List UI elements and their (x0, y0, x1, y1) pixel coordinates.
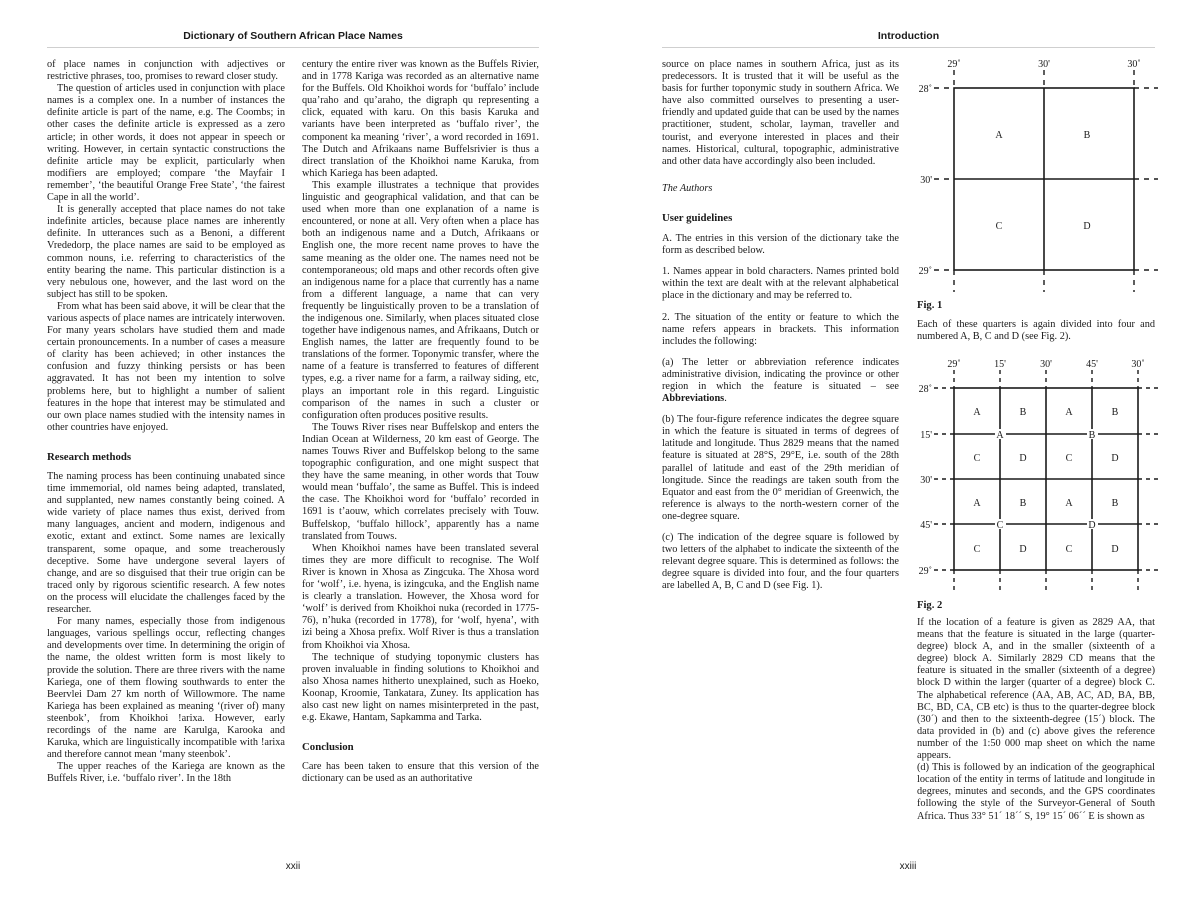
paragraph-punct: . (724, 393, 727, 405)
fig2-quarter-label: C (996, 520, 1004, 531)
fig2-left-label: 29˚ (918, 566, 932, 577)
paragraph: (c) The indication of the degree square is followed by two letters of the alphabet to indicate the sixteenth of the relevant degree square. This is determined as follows: the degree square is divided into four, and the four quarters are labelled A, B, C and D (see Fig. 1). (662, 532, 899, 592)
fig2-cell-label: B (1111, 498, 1119, 509)
paragraph: The question of articles used in conjunction with place names is a complex one. In a number of instances the definite article is part of the name, e.g. The Coombs; in other cases the definite article is expressed as a zero article; in other words, it does not appear in speech or writing. However, in certain syntactic constructions the definite article may be explicit, particularly when modifiers are employed; compare ‘the Mayfair I remember’, ‘the beautiful Orange Free State’, ‘the fairest Cape in all the world’. (47, 83, 285, 204)
paragraph: This example illustrates a technique that provides linguistic and geographical validation, and that can be used when more than one explanation of a name is encountered, or none at all. Very often when a place has both an indigenous name and a Dutch, Afrikaans or English one, the more recent name proves to have the same meaning as the older one. The names need not be contemporaneous; old maps and other records often give an indigenous name for a place that currently has a name from a different language, a name that can very frequently be linguistically proven to be a translation of the indigenous one. Similarly, when places situated close together have indigenous names, and Afrikaans, Dutch or English names, the latter are frequently found to be translations of the former. Toponymic transfer, where the name of a feature is transferred to features of different types, e.g. a river name for a farm, a railway siding, etc, plays an important role in this regard. Linguistic comparison of the names in such a cluster or configuration often produces positive results. (302, 179, 539, 421)
fig1-top-label: 29˚ (947, 59, 961, 70)
fig1-top-label: 30' (1038, 59, 1050, 70)
fig2-cell-label: C (973, 544, 981, 555)
paragraph: century the entire river was known as the Buffels Rivier, and in 1778 Kariga was recorded as an alternative name for the Buffels. Old Khoikhoi words for ‘buffalo’ include qua’raho and qu’araho, the digraph qu representing a click, equated with karu. On this basis Karuka and variants have been interpreted as ‘buffalo river’, the component ka meaning ‘river’, a word recorded in 1691. The Dutch and Afrikaans name Buffelsrivier is thus a direct translation of the Khoikhoi name Karuka, from which Kariega has been adapted. (302, 59, 539, 179)
right-column-2 (917, 617, 1155, 879)
fig2-top-label: 30˚ (1131, 359, 1145, 370)
paragraph: It is generally accepted that place names do not take indefinite articles, because place names are inherently definite. In utterances such as a Benoni, a different Vrededorp, the place names are said to be employed as common nouns, i.e. referring to characteristics of the entity bearing the name. This particular distinction is a very nebulous one, however, and the last word on the subject has still to be spoken. (47, 204, 285, 300)
fig2-cell-label: A (973, 498, 981, 509)
paragraph: (d) This is followed by an indication of the geographical location of the entity in terms of latitude and longitude in degrees, minutes and seconds, and the GPS coordinates following the style of the Surveyor-General of South Africa. Thus 33° 51´ 18´´ S, 19° 15´ 06´´ E is shown as (917, 762, 1155, 822)
running-head-right: Introduction (877, 30, 940, 42)
fig1-cell-label: C (995, 221, 1003, 232)
figure-1 (912, 56, 1162, 296)
paragraph: of place names in conjunction with adjectives or restrictive phrases, too, promises to reward closer study. (47, 59, 285, 83)
header-rule-left (47, 47, 539, 48)
fig2-cell-label: C (1065, 453, 1073, 464)
fig2-left-label: 15' (920, 430, 932, 441)
figure-2-caption: Fig. 2 (917, 600, 943, 611)
page-number-right: xxiii (899, 861, 917, 872)
fig2-cell-label: D (1019, 544, 1027, 555)
fig2-cell-label: D (1019, 453, 1027, 464)
paragraph: From what has been said above, it will be clear that the various aspects of place names are intricately interwoven. For many years scholars have studied them and made certain pronouncements. In a number of cases a measure of clarity has been achieved; in other instances the confusion and fuzzy thinking persists or has been aggravated. It has not been my intention to solve problems here, but to highlight a number of salient features in the hope that interest may be stimulated and our own place names studied with the intensity names in other countries have enjoyed. (47, 300, 285, 433)
paragraph: source on place names in southern Africa, just as its predecessors. It is trusted that it will be useful as the basis for further toponymic study in southern Africa. We have also committed ourselves to presenting a user-friendly and updated guide that can be used by the names practitioner, student, scholar, layman, traveller and tourist, and everyone interested in places and their names. Historical, cultural, topographic, administrative and other data have accordingly also been included. (662, 59, 899, 167)
left-column-2 (302, 59, 539, 859)
figure-1-caption: Fig. 1 (917, 300, 943, 311)
fig1-cell-label: A (995, 130, 1003, 141)
section-heading-conclusion: Conclusion (302, 741, 354, 754)
fig2-left-label: 28˚ (918, 384, 932, 395)
fig2-top-label: 15' (994, 359, 1006, 370)
right-column-1 (662, 59, 899, 659)
fig2-quarter-label: D (1088, 520, 1096, 531)
paragraph: Care has been taken to ensure that this version of the dictionary can be used as an authoritative (302, 761, 539, 785)
fig2-cell-label: D (1111, 544, 1119, 555)
fig2-cell-label: C (1065, 544, 1073, 555)
fig2-cell-label: A (973, 407, 981, 418)
fig2-cell-label: A (1065, 498, 1073, 509)
running-head-left: Dictionary of Southern African Place Names (183, 30, 403, 42)
abbreviations-ref: Abbreviations (662, 393, 725, 405)
page-number-left: xxii (285, 861, 301, 872)
paragraph: The upper reaches of the Kariega are known as the Buffels River, i.e. ‘buffalo river’. In the 18th (47, 761, 285, 785)
fig2-quarter-label: A (996, 430, 1004, 441)
paragraph: When Khoikhoi names have been translated several times they are more difficult to recognise. The Wolf River is known in Xhosa as Zingcuka. The Xhosa word for ‘wolf’, i.e. hyena, is izingcuka, and the English name is clearly a translation. However, the Xhosa word for ‘wolf’ is derived from Khoikhoi nuka (recorded in 1775-76), n’huka (recorded in 1778), for ‘wolf, hyena’, with izi being a Xhosa prefix. Wolf River is thus a translation from Khoikhoi via Xhosa. (302, 542, 539, 651)
figure-1-followup-text: Each of these quarters is again divided into four and numbered A, B, C and D (see Fig. 2). (917, 319, 1155, 343)
section-heading-user-guidelines: User guidelines (662, 211, 733, 224)
fig2-left-label: 45' (920, 520, 932, 531)
section-heading-research-methods: Research methods (47, 450, 132, 463)
fig2-quarter-label: B (1088, 430, 1096, 441)
fig2-top-label: 29˚ (947, 359, 961, 370)
fig1-left-label: 28˚ (918, 84, 932, 95)
paragraph: A. The entries in this version of the dictionary take the form as described below. (662, 233, 899, 257)
paragraph (662, 357, 899, 405)
paragraph: If the location of a feature is given as 2829 AA, that means that the feature is situated in the large (quarter-degree) block A, and in the smaller (sixteenth of a degree) block A. Similarly 2829 CD means that the feature is situated in the smaller (sixteenth of a degree) block D within the larger (quarter of a degree) block C. The alphabetical reference (AA, AB, AC, AD, BA, BB, BC, BD, CA, CB etc) is thus to the quarter-degree block (30´) and then to the sixteenth-degree (15´) block. The data provided in (b) and (c) above gives the reference number of the 1:50 000 map sheet on which the name appears. (917, 617, 1155, 762)
paragraph: The naming process has been continuing unabated since time immemorial, old names being adapted, translated, and supplanted, new names constantly being coined. A wide variety of place names thus exist, derived from many languages, ancient and modern, indigenous and exotic, extant and extinct. Some names are lexically transparent, some opaque, and some treacherously deceptive. Some have undergone several layers of change, and are so disguised that their true origin can be traced only by rigorous scientific research. A few notes on the process will elucidate the challenges faced by the researcher. (47, 471, 285, 616)
fig2-cell-label: A (1065, 407, 1073, 418)
fig2-top-label: 30' (1040, 359, 1052, 370)
figure-2 (912, 356, 1162, 596)
paragraph: The technique of studying toponymic clusters has proven invaluable in finding solutions to Khoikhoi and also Xhosa names hitherto unexplained, such as Hoeko, Koonap, Kroomie, Tankatara, Zuney. Its application has also cast new light on names misinterpreted in the past, e.g. Ekawe, Hantam, Sapkamma and Tarka. (302, 651, 539, 724)
fig1-top-label: 30˚ (1127, 59, 1141, 70)
paragraph: For many names, especially those from indigenous languages, various spellings occur, reflecting changes and developments over time. In determining the origin of the name, the oldest written form is most likely to provide the solution. There are three rivers with the name Kariega, one of them flowing southwards to enter the Beervlei Dam 27 km north of Willowmore. The name Kariega has been explained as meaning ‘(river of) many steenbok’, from Khoikhoi !arixa. However, early recordings of the name are Karulga, Karooka and Karuka, which are linguistically incompatible with !arixa and therefore cannot mean ‘many steenbok’. (47, 616, 285, 761)
fig1-left-label: 30' (920, 175, 932, 186)
fig1-cell-label: B (1083, 130, 1091, 141)
fig2-cell-label: D (1111, 453, 1119, 464)
paragraph: (b) The four-figure reference indicates the degree square in which the feature is situated in terms of degrees of latitude and longitude. Thus 2829 means that the named feature is situated at 28°S, 29°E, i.e. south of the 28th parallel of latitude and east of the 29th meridian of longitude. Since the readings are taken south from the Equator and east from the 0° meridian of Greenwich, the reference is always to the north-western corner of the one-degree square. (662, 414, 899, 522)
fig1-left-label: 29˚ (918, 266, 932, 277)
fig2-cell-label: B (1019, 407, 1027, 418)
figure-2-diagram (912, 356, 1162, 596)
left-column-1 (47, 59, 285, 859)
paragraph-text: (a) The letter or abbreviation reference indicates administrative division, indicating the province or other region in which the feature is situated – see (662, 356, 899, 392)
fig2-cell-label: B (1019, 498, 1027, 509)
fig2-left-label: 30' (920, 475, 932, 486)
paragraph: 2. The situation of the entity or feature to which the name refers appears in brackets. This information includes the following: (662, 311, 899, 347)
paragraph: The Touws River rises near Buffelskop and enters the Indian Ocean at Wilderness, 20 km east of George. The names Touws River and Buffelskop belong to the same topographic configuration, and one might suspect that they have the same meaning, in other words that Touw would mean ‘buffalo’, the same as Buffel. This is indeed the case. The Khoikhoi word for ‘buffalo’ recorded in 1691 is t’aouw, which correlates precisely with Touw. Buffelskop, ‘buffalo hillock’, apparently has a name translated from Touws. (302, 421, 539, 542)
header-rule-right (662, 47, 1155, 48)
fig2-top-label: 45' (1086, 359, 1098, 370)
fig2-cell-label: B (1111, 407, 1119, 418)
figure-1-diagram (912, 56, 1162, 296)
paragraph: 1. Names appear in bold characters. Names printed bold within the text are dealt with at the relevant alphabetical place in the dictionary and may be referred to. (662, 266, 899, 302)
signature-the-authors: The Authors (662, 182, 713, 194)
fig1-cell-label: D (1083, 221, 1091, 232)
fig2-cell-label: C (973, 453, 981, 464)
